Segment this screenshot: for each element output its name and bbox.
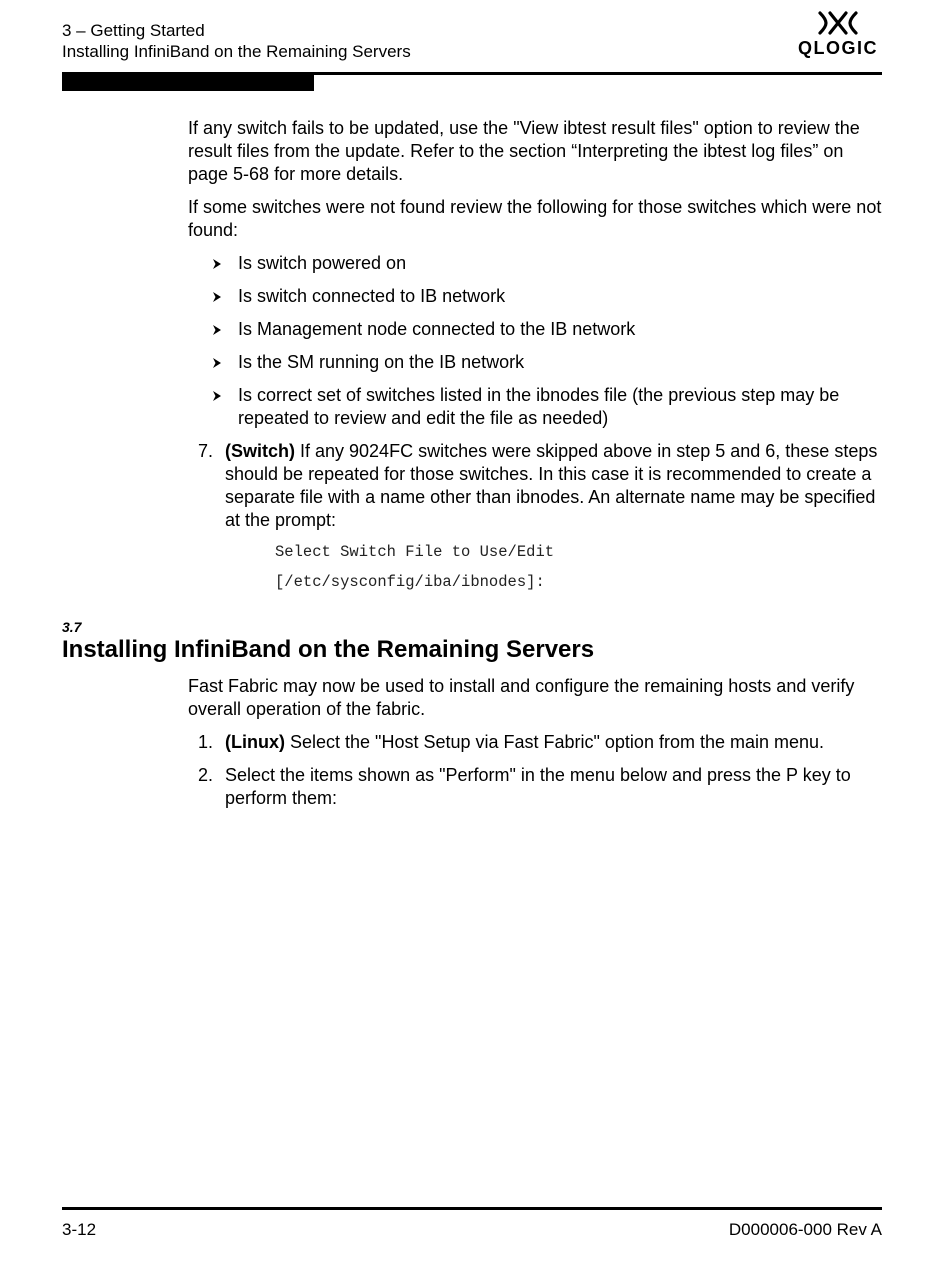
code-line: [/etc/sysconfig/iba/ibnodes]: — [275, 573, 545, 591]
body-content — [188, 117, 882, 602]
list-item-text: Is correct set of switches listed in the ibnodes file (the previous step may be repeated to review and edit the file as needed) — [238, 385, 840, 428]
step-text: Select the "Host Setup via Fast Fabric" option from the main menu. — [285, 732, 825, 752]
code-block — [275, 542, 882, 592]
arrow-bullet-icon — [212, 357, 222, 369]
header-chapter: 3 – Getting Started — [62, 21, 205, 40]
arrow-bullet-icon — [212, 324, 222, 336]
list-item — [188, 285, 882, 308]
qlogic-logo — [792, 10, 884, 66]
list-item — [188, 384, 882, 430]
step-2 — [188, 764, 882, 810]
footer-rule — [62, 1207, 882, 1210]
logo-wordmark: QLOGIC — [798, 38, 878, 58]
list-item — [188, 351, 882, 374]
step-text: If any 9024FC switches were skipped above in step 5 and 6, these steps should be repeated for those switches. In this case it is recommended to create a separate file with a name other than ibnodes. An alternate name may be specified at the prompt: — [225, 441, 878, 530]
step-platform-label: (Linux) — [225, 732, 285, 752]
step-number: 2. — [198, 765, 214, 785]
list-item-text: Is switch connected to IB network — [238, 286, 506, 306]
list-item — [188, 252, 882, 275]
step-list — [188, 440, 882, 592]
arrow-bullet-icon — [212, 291, 222, 303]
paragraph-switches-not-found: If some switches were not found review the following for those switches which were not found: — [188, 197, 882, 240]
section-title: Installing InfiniBand on the Remaining Servers — [62, 636, 595, 663]
step-7 — [188, 440, 882, 592]
list-item-text: Is Management node connected to the IB network — [238, 319, 636, 339]
list-item-text: Is the SM running on the IB network — [238, 352, 525, 372]
checklist — [188, 252, 882, 430]
arrow-bullet-icon — [212, 390, 222, 402]
footer-document-id: D000006-000 Rev A — [728, 1220, 882, 1239]
section-content — [188, 675, 882, 820]
step-number: 7. — [198, 441, 214, 461]
qlogic-emblem-icon — [817, 10, 859, 36]
section-number: 3.7 — [62, 619, 82, 635]
step-list — [188, 731, 882, 810]
step-1 — [188, 731, 882, 754]
code-line: Select Switch File to Use/Edit — [275, 543, 555, 561]
list-item — [188, 318, 882, 341]
arrow-bullet-icon — [212, 258, 222, 270]
footer-page-number: 3-12 — [62, 1220, 97, 1239]
header-bar — [62, 75, 314, 91]
header-section: Installing InfiniBand on the Remaining Servers — [62, 42, 411, 61]
step-text: Select the items shown as "Perform" in the menu below and press the P key to perform them: — [225, 765, 851, 808]
list-item-text: Is switch powered on — [238, 253, 407, 273]
section-intro: Fast Fabric may now be used to install and configure the remaining hosts and verify overall operation of the fabric. — [188, 676, 855, 719]
paragraph-switch-update-failure: If any switch fails to be updated, use the "View ibtest result files" option to review the result files from the update. Refer to the section “Interpreting the ibtest log files” on page 5-68 for more details. — [188, 118, 860, 184]
step-platform-label: (Switch) — [225, 441, 295, 461]
step-number: 1. — [198, 732, 214, 752]
